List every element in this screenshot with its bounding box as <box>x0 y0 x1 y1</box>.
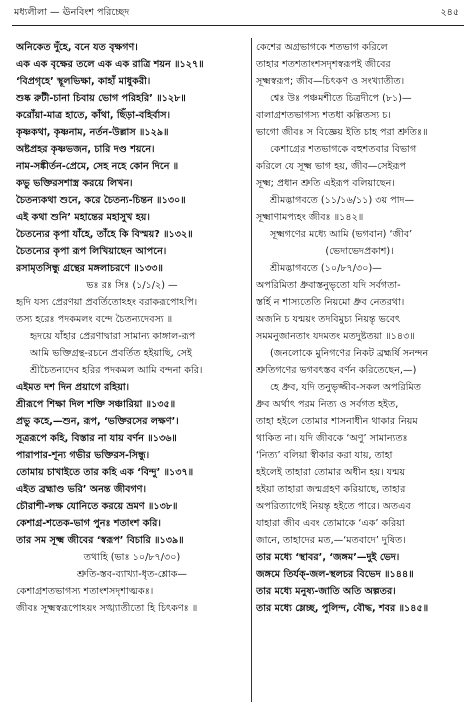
text-line: তোমায় চাখাইতে তার কহি এক ‘বিন্দু’ ॥১৩৭॥ <box>16 467 194 478</box>
text-line: শ্বেঃ উঃ পঞ্চমশীতে চিত্রদীপে (৮১)— <box>270 93 412 104</box>
text-line: তাহার শতশতাংশসদৃশস্বরূপই জীবের <box>256 59 391 70</box>
text-line: কেশাগ্রশতভাগস্য শতাংশসদৃশাত্মকঃ। <box>16 586 154 597</box>
page-number: ২৪৫ <box>440 7 459 18</box>
text-line: প্রভু কহে,—শুন, রূপ, ‘ভক্তিরসের লক্ষণ’। <box>16 416 179 427</box>
text-line: অপরিত্যাগেই নিয়ন্তৃ হইতে পারে। অতএব <box>256 501 411 512</box>
text-line: (ভেদাভেদপ্রকাশ)। <box>325 246 394 257</box>
text-line: অনিকেত দুঁহে, বনে যত বৃক্ষগণ। <box>16 42 138 53</box>
running-header <box>14 6 461 20</box>
text-line: তথাহি (ভাঃ ১০/৮৭/৩০) <box>83 552 181 563</box>
text-line: শ্রুতি-স্তব-ব্যাখ্যা-ধৃত-শ্লোক— <box>76 569 188 580</box>
text-line: নাম-সঙ্কীর্তন-প্রেমে, সেহ নহে কোন দিনে ॥ <box>16 161 179 172</box>
text-line: হইয়া তাহারা জন্মগ্রহণ করিয়াছে, তাহার <box>256 484 406 495</box>
text-line: চৈতন্যকথা শুনে, করে চৈতন্য-চিন্তন ॥১৩০॥ <box>16 195 186 206</box>
text-line: বালাগ্রশতভাগস্য শতধা কল্পিতস্য চ। <box>256 110 391 121</box>
text-line: তার মধ্যে মনুষ্য-জাতি অতি অল্পতর। <box>256 586 396 597</box>
text-line: তস্য হরেঃ পদকমলং বন্দে চৈতন্যদেবস্য ॥ <box>16 314 173 325</box>
left-column <box>16 39 248 617</box>
text-line: ভাগো জীবঃ স বিজ্ঞেয় ইতি চাহ পরা শ্রুতিঃ॥ <box>256 127 428 138</box>
text-line: জানে, তাহাদের মত,—‘মতবাদে’ দুষিত। <box>256 535 406 546</box>
text-line: তার সম সূক্ষ্ম জীবের ‘স্বরূপ’ বিচারি ॥১৩৯॥ <box>16 535 184 546</box>
text-line: কেশের অগ্রভাগকে শতভাগ করিলে <box>256 42 388 53</box>
text-line: অষ্টপ্রহর কৃষ্ণভজন, চারি দণ্ড শয়নে। <box>16 144 155 155</box>
text-line: (জনলোকে মুনিগণের নিকট ব্রহ্মর্ষি সনন্দন <box>270 348 429 359</box>
text-line: তার মধ্যে ‘স্থাবর’, ‘জঙ্গম’—দুই ভেদ। <box>256 552 400 563</box>
text-line: চৈতন্যের কৃপা রূপ লিখিয়াছেন আপনে। <box>16 246 167 257</box>
text-line: এইত ব্রহ্মাণ্ড ভরি’ অনন্ত জীবগণ। <box>16 484 147 495</box>
right-column <box>256 39 463 617</box>
text-line: কেশাগ্র-শতেক-ভাগ পুনঃ শতাংশ করি। <box>16 518 161 529</box>
text-line: এইমত দশ দিন প্রয়াগে রহিয়া। <box>16 382 130 393</box>
text-line: এই কথা শুনি’ মহান্তের মহাসুখ হয়। <box>16 212 150 223</box>
text-line: জঙ্গমে তির্যক্-জল-স্থলচর বিভেদ ॥১৪৪॥ <box>256 569 414 580</box>
text-line: ‘নিত্য’ বলিয়া স্বীকার করা যায়, তাহা <box>256 450 393 461</box>
text-line: হইলেই তাহারা তোমার অধীন হয়। যন্ময় <box>256 467 406 478</box>
text-line: যাহারা জীব এবং তোমাকে ‘এক’ করিয়া <box>256 518 405 529</box>
text-line: পারাপার-শূন্য গভীর ভক্তিরস-সিন্ধু। <box>16 450 150 461</box>
text-line: কভু ভক্তিরসশাস্ত্র করয়ে লিখন। <box>16 178 133 189</box>
text-line: এক এক বৃক্ষের তলে এক এক রাত্রি শয়ন ॥১২৭॥ <box>16 59 204 70</box>
header-rule <box>12 25 464 26</box>
text-line: করোঁয়া-মাত্র হাতে, কাঁথা, ছিঁড়া-বহির্বাস। <box>16 110 171 121</box>
text-line: সূক্ষ্ম; প্রধান শ্রুতি এইরূপ বলিয়াছেন। <box>256 178 395 189</box>
text-line: অপরিমিতা ধ্রুবাস্তনুভৃতো যদি সর্বগতা- <box>256 280 401 291</box>
text-line: শুষ্ক রুটী-চানা চিবায় ভোগ পরিহরি’ ॥১২৮॥ <box>16 93 186 104</box>
text-line: শ্রীমদ্ভাগবতে (১১/১৬/১১) ৩য় পাদ— <box>270 195 415 206</box>
text-line: শ্রীরূপে শিক্ষা দিল শক্তি সঞ্চারিয়া ॥১৩৫॥ <box>16 399 176 410</box>
text-line: চৌরাশী-লক্ষ যোনিতে করয়ে ভ্রমণ ॥১৩৮॥ <box>16 501 178 512</box>
text-line: তার মধ্যে ম্লেচ্ছ, পুলিন্দ, বৌদ্ধ, শবর ॥১৪৫॥ <box>256 603 429 614</box>
column-divider <box>251 38 252 702</box>
text-line: হৃদি যস্য প্রেরণয়া প্রবর্তিতোঽহং বরাকরূপোঽপি। <box>16 297 198 308</box>
text-line: হে ধ্রুব, যদি তনুভৃজ্জীব-সকল অপরিমিত <box>270 382 421 393</box>
text-line: তাহা হইলে তোমার শাসনাধীন থাকার নিয়ম <box>256 416 418 427</box>
text-line: শ্রীচৈতন্যদেব হরির পদকমল আমি বন্দনা করি। <box>30 365 203 376</box>
text-line: করিলে যে সূক্ষ্ম ভাগ হয়, জীব—সেইরূপ <box>256 161 407 172</box>
text-line: ভঃ রঃ সিঃ (১/১/২) — <box>86 280 178 291</box>
text-line: কেশাগ্রের শতভাগকে বহুশতবার বিভাগ <box>270 144 417 155</box>
text-line: সূক্ষ্মাণামপ্যহং জীবঃ ॥১৪২॥ <box>256 212 364 223</box>
text-line: রসামৃতসিন্ধু গ্রন্থের মঙ্গলাচরণে ॥১৩৩॥ <box>16 263 163 274</box>
text-line: সূত্ররূপে কহি, বিস্তার না যায় বর্ণন ॥১৩৬॥ <box>16 433 177 444</box>
text-line: জীবঃ সূক্ষ্মস্বরূপোঽয়ং সঙ্খ্যাতীতো হি চিৎকণঃ ॥ <box>16 603 198 614</box>
text-line: সমমনুজানতাং যদমতং মতদুষ্টতয়া ॥১৪৩॥ <box>256 331 415 342</box>
text-line: চৈতন্যের কৃপা যাঁহে, তাঁহে কি বিস্ময়? ॥১৩২॥ <box>16 229 193 240</box>
text-line: অজনি চ যন্ময়ং তদবিমুচ্য নিয়ন্তৃ ভবেৎ <box>256 314 401 325</box>
text-line: শ্রুতিগণের ভগবৎস্তব বর্ণন করিতেছেন,—) <box>256 365 417 376</box>
text-line: স্তর্হি ন শাস্যতেতি নিয়মো ধ্রুব নেতরথা। <box>256 297 405 308</box>
text-line: ধ্রুব অর্থাৎ পরম নিত্য ও সর্বগত হইত, <box>256 399 399 410</box>
text-line: থাকিত না। যদি জীবকে ‘অণু’ সামান্যতঃ <box>256 433 408 444</box>
text-line: শ্রীমদ্ভাগবতে (১০/৮৭/৩০)— <box>270 263 382 274</box>
running-title: মধ্যলীলা — ঊনবিংশ পরিচ্ছেদ <box>14 7 130 18</box>
text-line: সূক্ষ্মস্বরূপ; জীব—চিৎকণ ও সংখ্যাতীত। <box>256 76 405 87</box>
text-line: আমি ভক্তিগ্রন্থ-রচনে প্রবর্তিত হইয়াছি, সেই <box>30 348 192 359</box>
text-line: ‘বিপ্রগৃহে’ স্থূলভিক্ষা, কাহাঁ মাধুকরী। <box>16 76 151 87</box>
text-line: সূক্ষ্মগণের মধ্যে আমি (ভগবান) ‘জীব’ <box>270 229 413 240</box>
text-line: হৃদয়ে যাঁহার প্রেরণাদ্বারা সামান্য কাঙ্গাল-রূপ <box>30 331 196 342</box>
text-line: কৃষ্ণকথা, কৃষ্ণনাম, নর্তন-উল্লাস ॥১২৯॥ <box>16 127 169 138</box>
